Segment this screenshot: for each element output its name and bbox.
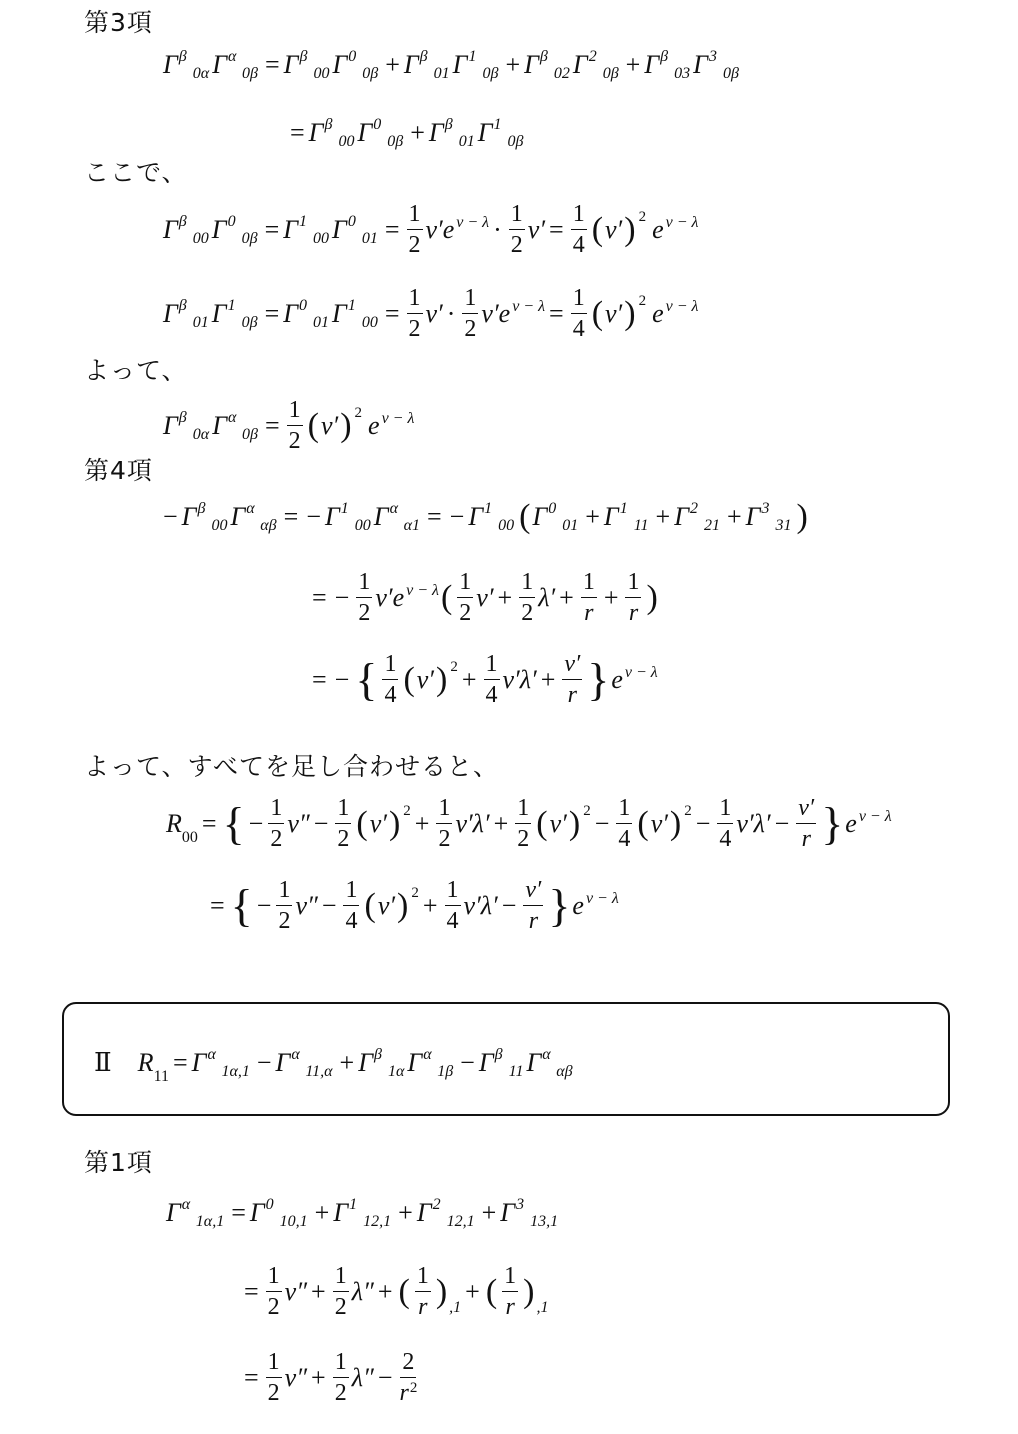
eq-term1-line3: = $\frac{1}{2}$ ν″ + $\frac{1}{2}$ λ″ − $\frac{2}{r^2}$ bbox=[244, 1349, 418, 1406]
eq-term3-line2: = Γ β 00 Γ 0 0β + Γ β 01 Γ 1 0β bbox=[290, 116, 524, 150]
eq-term1-line1: Γ α 1α,1 = Γ 0 10,1 + Γ 1 12,1 + Γ 2 12,1 + Γ 3 13,1 bbox=[166, 1196, 559, 1230]
eq-term3-line1: Γ β 0α Γ α 0β = Γ β 00 Γ 0 0β + Γ β 01 Γ 1 0β + Γ β 02 Γ 2 0β + Γ β 03 Γ 3 0β bbox=[163, 48, 739, 82]
text-summary: よって、すべてを足し合わせると、 bbox=[84, 752, 500, 781]
text-yotte: よって、 bbox=[84, 356, 188, 385]
roman-numeral-2: Ⅱ bbox=[94, 1048, 112, 1077]
heading-term3: 第3項 bbox=[84, 8, 153, 37]
eq-term1-line2: = $\frac{1}{2}$ ν″ + $\frac{1}{2}$ λ″ + ( $\frac{1}{r}$ ) ,1 + ( $\frac{1}{r}$ ) ,1 bbox=[244, 1263, 549, 1320]
eq-term4-line1: − Γ β 00 Γ α αβ = − Γ 1 00 Γ α α1 = − Γ 1 00 ( Γ 0 01 + Γ 1 11 + Γ 2 21 + Γ 3 31 ) bbox=[163, 498, 808, 535]
eq-r00-line2: = { − $\frac{1}{2}$ ν″ − $\frac{1}{4}$ ( ν′ ) 2 + $\frac{1}{4}$ ν′λ′ − $\frac{\nu'}{r}$ } e $^{\nu - \lambda}$ bbox=[210, 877, 619, 934]
heading-term4: 第4項 bbox=[84, 456, 153, 485]
eq-r00-line1: $R_{00}$ = { − $\frac{1}{2}$ ν″ − $\frac{1}{2}$ ( ν′ ) 2 + $\frac{1}{2}$ ν′λ′ + $\frac{1}{2}$ ( ν′ ) 2 − $\frac{1}{4}$ ( ν′ ) 2 − $\frac{1}{4}$ ν′λ′ − $\frac{\nu'}{r}$ } e $^{\nu - \lambda}$ bbox=[166, 795, 892, 852]
eq-term4-line3: = − { $\frac{1}{4}$ ( ν′ ) 2 + $\frac{1}{4}$ ν′λ′ + $\frac{\nu'}{r}$ } e $^{\nu - \lambda}$ bbox=[312, 651, 658, 708]
eq-term3-line3: Γ β 00 Γ 0 0β = Γ 1 00 Γ 0 01 = $\frac{1}{2}$ ν′e $^{\nu - \lambda}$ · $\frac{1}{2}$ ν′ = $\frac{1}{4}$ ( ν′ ) 2 e $^{\nu - \lambda}$ bbox=[163, 201, 699, 258]
eq-term3-line4: Γ β 01 Γ 1 0β = Γ 0 01 Γ 1 00 = $\frac{1}{2}$ ν′ · $\frac{1}{2}$ ν′e $^{\nu - \lambda}$ = $\frac{1}{4}$ ( ν′ ) 2 e $^{\nu - \lambda}$ bbox=[163, 285, 699, 342]
eq-term4-line2: = − $\frac{1}{2}$ ν′e $^{\nu - \lambda}$ ( $\frac{1}{2}$ ν′ + $\frac{1}{2}$ λ′ + $\frac{1}{r}$ + $\frac{1}{r}$ ) bbox=[312, 569, 658, 626]
text-koko-de: ここで、 bbox=[84, 158, 188, 187]
heading-term1: 第1項 bbox=[84, 1148, 153, 1177]
eq-box-r11: Ⅱ $R_{11}$ = Γ α 1α,1 − Γ α 11,α + Γ β 1α Γ α 1β − Γ β 11 Γ α αβ bbox=[94, 1046, 573, 1085]
eq-term3-line5: Γ β 0α Γ α 0β = $\frac{1}{2}$ ( ν′ ) 2 e $^{\nu - \lambda}$ bbox=[163, 397, 415, 454]
